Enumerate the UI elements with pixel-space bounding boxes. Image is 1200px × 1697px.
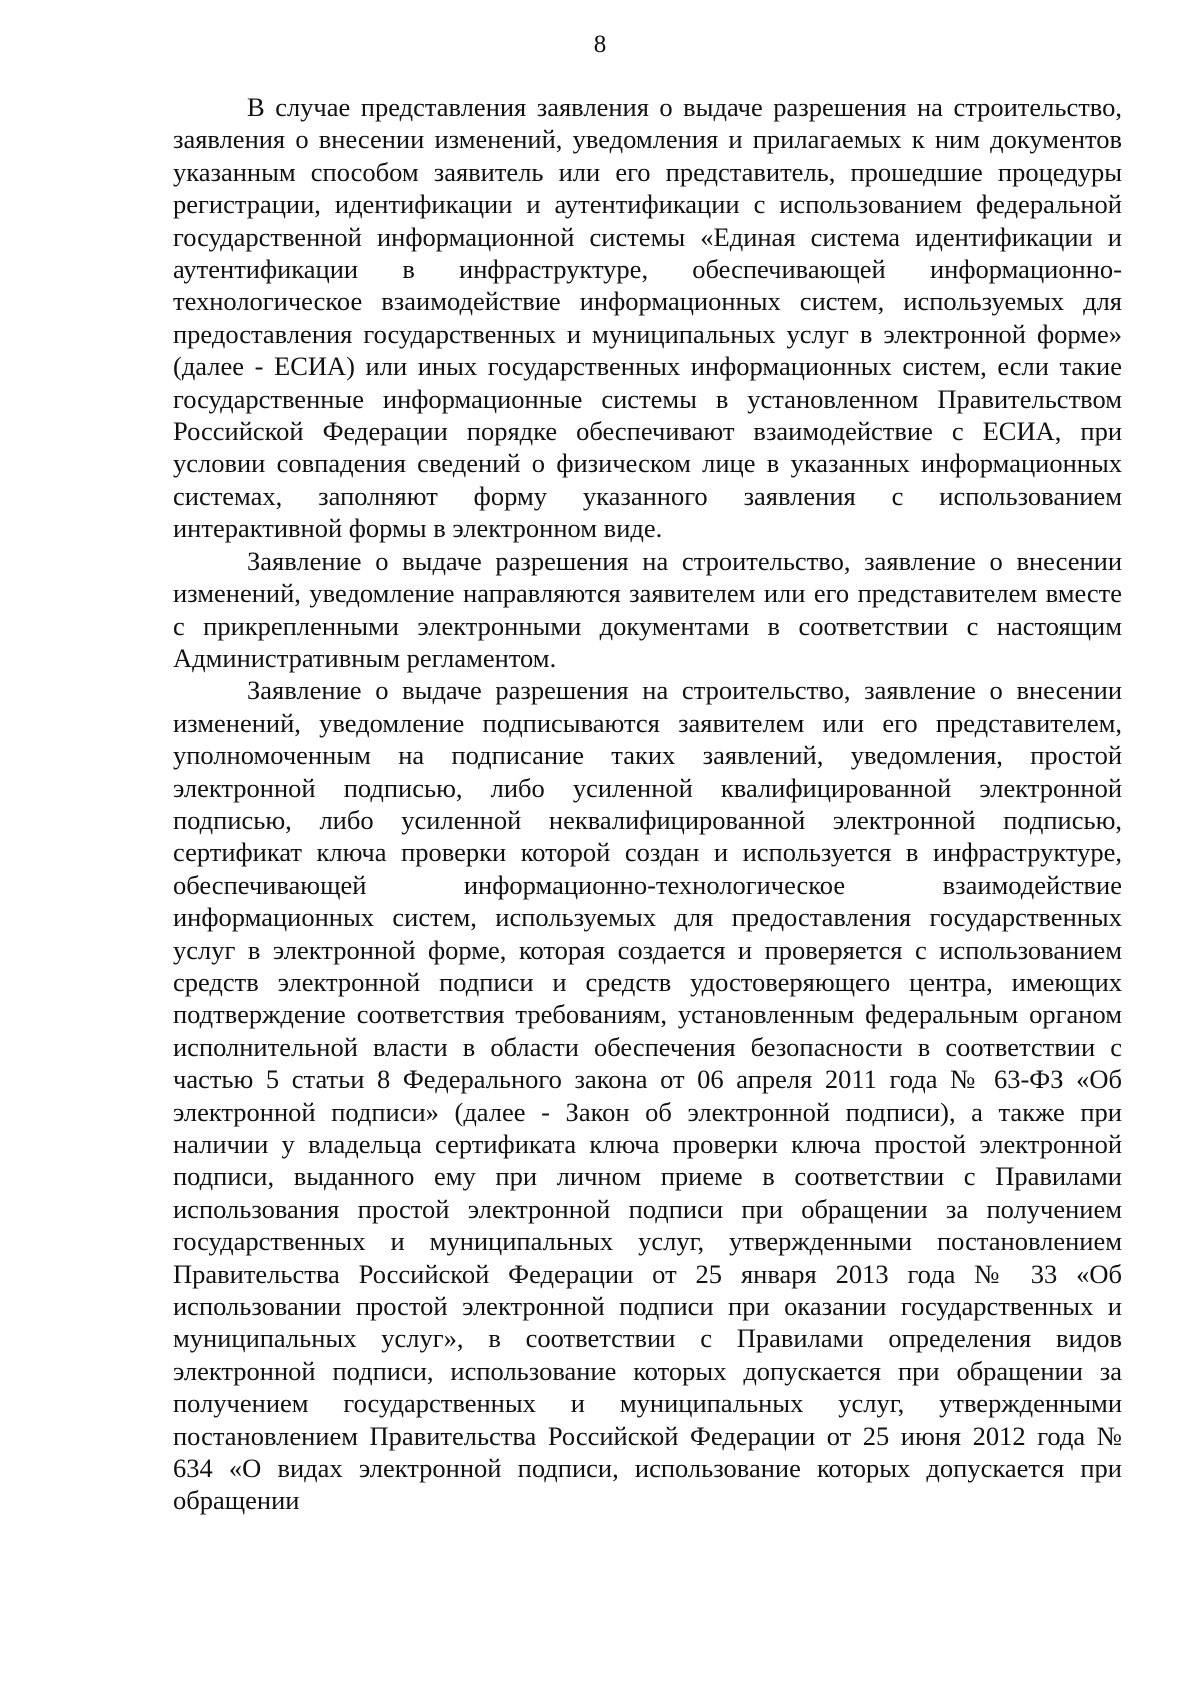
- paragraph-submission: Заявление о выдаче разрешения на строительство, заявление о внесении изменений, уведомление направляются заявителем или его представителем вместе с прикрепленными электронными документами в соответствии с настоящим Административным регламентом.: [173, 545, 1122, 673]
- page-number: 8: [593, 31, 607, 58]
- paragraph-electronic-signature: Заявление о выдаче разрешения на строительство, заявление о внесении изменений, уведомление подписываются заявителем или его представителем, уполномоченным на подписание таких заявлений, уведомления, простой электронной подписью, либо усиленной квалифицированной электронной подписью, либо усиленной неквалифицированной электронной подписью, сертификат ключа проверки которой создан и используется в инфраструктуре, обеспечивающей информационно-технологическое взаимодействие информационных систем, используемых для предоставления государственных услуг в электронной форме, которая создается и проверяется с использованием средств электронной подписи и средств удостоверяющего центра, имеющих подтверждение соответствия требованиям, установленным федеральным органом исполнительной власти в области обеспечения безопасности в соответствии с частью 5 статьи 8 Федерального закона от 06 апреля 2011 года № 63-ФЗ «Об электронной подписи» (далее - Закон об электронной подписи), а также при наличии у владельца сертификата ключа проверки ключа простой электронной подписи, выданного ему при личном приеме в соответствии с Правилами использования простой электронной подписи при обращении за получением государственных и муниципальных услуг, утвержденными постановлением Правительства Российской Федерации от 25 января 2013 года № 33 «Об использовании простой электронной подписи при оказании государственных и муниципальных услуг», в соответствии с Правилами определения видов электронной подписи, использование которых допускается при обращении за получением государственных и муниципальных услуг, утвержденными постановлением Правительства Российской Федерации от 25 июня 2012 года № 634 «О видах электронной подписи, использование которых допускается при обращении: [173, 675, 1122, 1516]
- body-text: [173, 91, 1122, 1517]
- paragraph-esia-application: В случае представления заявления о выдаче разрешения на строительство, заявления о внесении изменений, уведомления и прилагаемых к ним документов указанным способом заявитель или его представитель, прошедшие процедуры регистрации, идентификации и аутентификации с использованием федеральной государственной информационной системы «Единая система идентификации и аутентификации в инфраструктуре, обеспечивающей информационно-технологическое взаимодействие информационных систем, используемых для предоставления государственных и муниципальных услуг в электронной форме» (далее - ЕСИА) или иных государственных информационных систем, если такие государственные информационные системы в установленном Правительством Российской Федерации порядке обеспечивают взаимодействие с ЕСИА, при условии совпадения сведений о физическом лице в указанных информационных системах, заполняют форму указанного заявления с использованием интерактивной формы в электронном виде.: [173, 92, 1122, 544]
